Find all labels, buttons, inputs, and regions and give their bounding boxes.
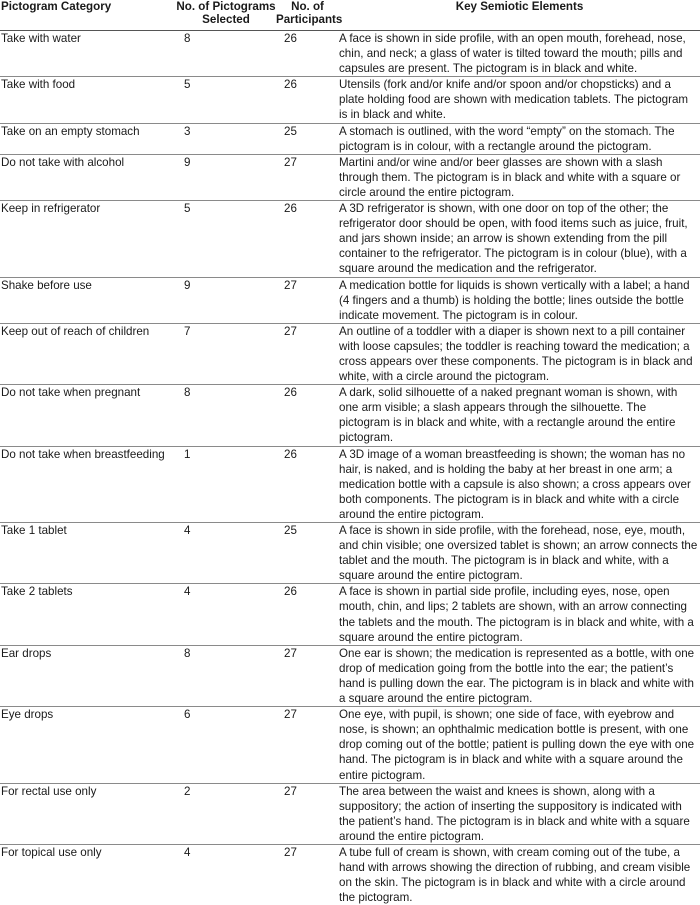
cell-elements: A dark, solid silhouette of a naked pregnant woman is shown, with one arm visible; a slash appears through the silhouette. The pictogram is in black and white, with a rectangle around the entire pictogram. xyxy=(339,385,700,446)
cell-elements: An outline of a toddler with a diaper is shown next to a pill container with loose capsules; the toddler is reaching toward the medication; a cross appears over these components. The pictogram is in black and white, with a circle around the pictogram. xyxy=(339,323,700,384)
cell-category: Take 1 tablet xyxy=(0,523,176,584)
table-row xyxy=(0,323,700,384)
cell-participants: 27 xyxy=(276,154,339,200)
table-row xyxy=(0,523,700,584)
cell-selected: 5 xyxy=(176,77,276,123)
cell-elements: A 3D refrigerator is shown, with one door on top of the other; the refrigerator door should be open, with food items such as juice, fruit, and jars shown inside; an arrow is shown extending from the pill container to the refrigerator. The pictogram is in colour (blue), with a square around the medication and the refrigerator. xyxy=(339,201,700,277)
cell-selected: 7 xyxy=(176,323,276,384)
table-row xyxy=(0,584,700,645)
cell-participants: 27 xyxy=(276,323,339,384)
table-row xyxy=(0,385,700,446)
cell-category: Keep out of reach of children xyxy=(0,323,176,384)
cell-selected: 9 xyxy=(176,154,276,200)
cell-participants: 26 xyxy=(276,446,339,522)
cell-category: For topical use only xyxy=(1,845,102,859)
cell-participants: 27 xyxy=(276,783,339,844)
table-row xyxy=(0,123,700,154)
cell-elements: A tube full of cream is shown, with cream coming out of the tube, a hand with arrows showing the direction of rubbing, and cream visible on the skin. The pictogram is in black and white with a circle around the pictogram. xyxy=(339,845,691,905)
cell-elements: One eye, with pupil, is shown; one side of face, with eyebrow and nose, is shown; an ophthalmic medication bottle is present, with one drop coming out of the bottle; patient is pulling down the eye with one hand. The pictogram is in black and white with a square around the entire pictogram. xyxy=(339,707,700,783)
table-row xyxy=(0,201,700,277)
cell-selected: 4 xyxy=(176,523,276,584)
cell-elements: A face is shown in side profile, with an open mouth, forehead, nose, chin, and neck; a glass of water is tilted toward the mouth; pills and capsules are present. The pictogram is in black and white. xyxy=(339,31,700,77)
cell-selected: 8 xyxy=(176,385,276,446)
header-elements: Key Semiotic Elements xyxy=(339,0,700,31)
table-row xyxy=(0,446,700,522)
cell-elements: A medication bottle for liquids is shown vertically with a label; a hand (4 fingers and a thumb) is holding the bottle; lines outside the bottle indicate movement. The pictogram is in colour. xyxy=(339,277,700,323)
cell-participants: 26 xyxy=(276,201,339,277)
cell-category: Do not take with alcohol xyxy=(0,154,176,200)
cell-participants: 25 xyxy=(276,123,339,154)
header-participants: No. of Participants xyxy=(276,0,339,31)
cell-category: Do not take when pregnant xyxy=(0,385,176,446)
cell-category: For rectal use only xyxy=(0,783,176,844)
table-header-row xyxy=(0,0,700,31)
cell-participants: 26 xyxy=(276,31,339,77)
cell-selected: 8 xyxy=(176,645,276,706)
header-selected: No. of Pictograms Selected xyxy=(176,0,276,31)
cell-participants: 26 xyxy=(276,584,339,645)
cell-category: Take with water xyxy=(0,31,176,77)
cell-selected: 8 xyxy=(176,31,276,77)
cell-selected: 2 xyxy=(176,783,276,844)
cell-participants: 26 xyxy=(276,77,339,123)
table-row xyxy=(0,707,700,783)
table-row xyxy=(0,277,700,323)
table-row xyxy=(0,844,700,905)
cell-participants: 27 xyxy=(276,707,339,783)
cell-category: Take on an empty stomach xyxy=(0,123,176,154)
cell-category: Take with food xyxy=(0,77,176,123)
cell-participants: 27 xyxy=(284,845,297,859)
cell-elements: A stomach is outlined, with the word “empty” on the stomach. The pictogram is in colour, with a rectangle around the pictogram. xyxy=(339,123,700,154)
cell-selected: 5 xyxy=(176,201,276,277)
cell-selected: 9 xyxy=(176,277,276,323)
cell-category: Take 2 tablets xyxy=(0,584,176,645)
cell-elements: One ear is shown; the medication is represented as a bottle, with one drop of medication going from the bottle into the ear; the patient’s hand is pulling down the ear. The pictogram is in black and white with a square around the entire pictogram. xyxy=(339,645,700,706)
cell-category: Keep in refrigerator xyxy=(0,201,176,277)
cell-participants: 27 xyxy=(276,277,339,323)
cell-category: Ear drops xyxy=(0,645,176,706)
cell-category: Eye drops xyxy=(0,707,176,783)
cell-selected: 4 xyxy=(176,584,276,645)
table-row xyxy=(0,154,700,200)
cell-category: Shake before use xyxy=(0,277,176,323)
cell-elements: A face is shown in side profile, with the forehead, nose, eye, mouth, and chin visible; one oversized tablet is shown; an arrow connects the tablet and the mouth. The pictogram is in black and white, with a square around the entire pictogram. xyxy=(339,523,700,584)
cell-elements: A 3D image of a woman breastfeeding is shown; the woman has no hair, is naked, and is holding the baby at her breast in one arm; a medication bottle with a capsule is also shown; a cross appears over both components. The pictogram is in black and white with a circle around the entire pictogram. xyxy=(339,446,700,522)
header-category: Pictogram Category xyxy=(0,0,176,31)
table-row xyxy=(0,31,700,77)
table-row xyxy=(0,783,700,844)
cell-elements: The area between the waist and knees is shown, along with a suppository; the action of inserting the suppository is indicated with the patient’s hand. The pictogram is in black and white with a square around the entire pictogram. xyxy=(339,783,700,844)
cell-selected: 6 xyxy=(176,707,276,783)
cell-elements: Martini and/or wine and/or beer glasses are shown with a slash through them. The pictogram is in black and white with a square or circle around the entire pictogram. xyxy=(339,154,700,200)
cell-selected: 3 xyxy=(176,123,276,154)
table-row xyxy=(0,77,700,123)
cell-participants: 25 xyxy=(276,523,339,584)
cell-elements: A face is shown in partial side profile, including eyes, nose, open mouth, chin, and lips; 2 tablets are shown, with an arrow connecting the tablets and the mouth. The pictogram is in black and white, with a square around the entire pictogram. xyxy=(339,584,700,645)
cell-selected: 4 xyxy=(184,845,191,859)
cell-category: Do not take when breastfeeding xyxy=(0,446,176,522)
cell-selected: 1 xyxy=(176,446,276,522)
cell-participants: 27 xyxy=(276,645,339,706)
table-row xyxy=(0,645,700,706)
cell-elements: Utensils (fork and/or knife and/or spoon and/or chopsticks) and a plate holding food are shown with medication tablets. The pictogram is in black and white. xyxy=(339,77,700,123)
cell-participants: 26 xyxy=(276,385,339,446)
